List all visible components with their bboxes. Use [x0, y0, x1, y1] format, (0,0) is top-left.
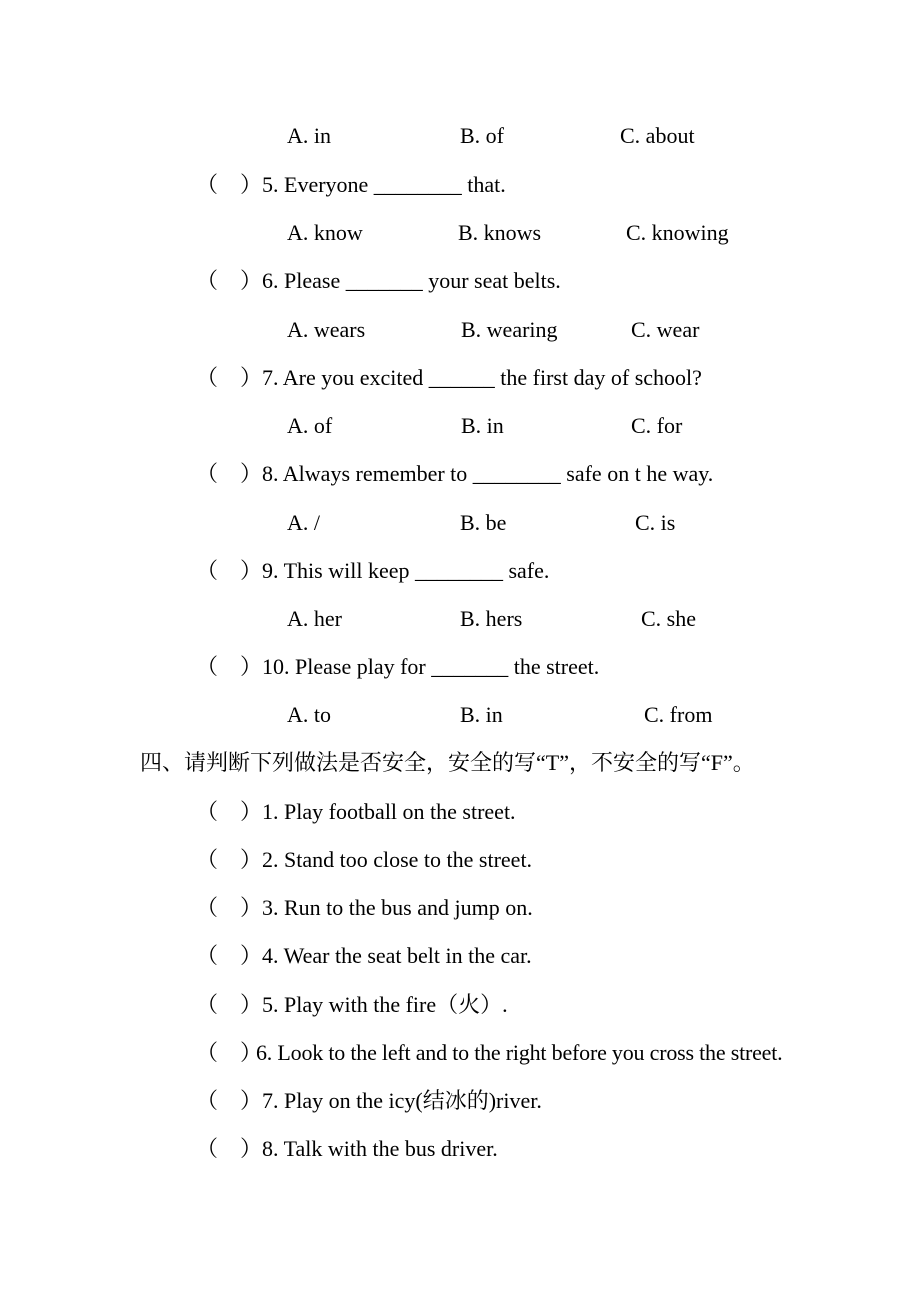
- question-7-text: 7. Are you excited ______ the first day of school?: [262, 365, 702, 390]
- q6-option-b: B. wearing: [461, 317, 558, 342]
- answer-blank-s4-1: （ ）: [196, 799, 263, 824]
- q8-option-c: C. is: [635, 510, 676, 535]
- s4-item-1: 1. Play football on the street.: [262, 799, 516, 824]
- q5-option-a: A. know: [287, 220, 363, 245]
- q5-option-c: C. knowing: [626, 220, 729, 245]
- answer-blank-s4-8: （ ）: [196, 1136, 263, 1161]
- q9-option-a: A. her: [287, 606, 342, 631]
- answer-blank-q6: （ ）: [196, 268, 263, 293]
- question-9-text: 9. This will keep ________ safe.: [262, 558, 550, 583]
- q4-option-c: C. about: [620, 123, 695, 148]
- q9-option-b: B. hers: [460, 606, 523, 631]
- q4-option-b: B. of: [460, 123, 504, 148]
- question-6-text: 6. Please _______ your seat belts.: [262, 268, 561, 293]
- s4-item-8: 8. Talk with the bus driver.: [262, 1136, 498, 1161]
- answer-blank-s4-6: （ ）: [196, 1040, 263, 1065]
- answer-blank-q5: （ ）: [196, 172, 263, 197]
- q8-option-a: A. /: [287, 510, 320, 535]
- answer-blank-s4-4: （ ）: [196, 943, 263, 968]
- s4-item-4: 4. Wear the seat belt in the car.: [262, 943, 532, 968]
- q4-option-a: A. in: [287, 123, 331, 148]
- q7-option-c: C. for: [631, 413, 683, 438]
- question-8-text: 8. Always remember to ________ safe on t he way.: [262, 461, 714, 486]
- q6-option-c: C. wear: [631, 317, 700, 342]
- question-5-text: 5. Everyone ________ that.: [262, 172, 506, 197]
- answer-blank-q8: （ ）: [196, 461, 263, 486]
- q10-option-a: A. to: [287, 702, 331, 727]
- answer-blank-s4-5: （ ）: [196, 992, 263, 1017]
- s4-item-2: 2. Stand too close to the street.: [262, 847, 533, 872]
- section-4-heading: 四、请判断下列做法是否安全，安全的写“T”，不安全的写“F”。: [140, 750, 755, 775]
- q9-option-c: C. she: [641, 606, 696, 631]
- q6-option-a: A. wears: [287, 317, 366, 342]
- s4-item-7: 7. Play on the icy(结冰的)river.: [262, 1088, 542, 1113]
- answer-blank-s4-3: （ ）: [196, 895, 263, 920]
- s4-item-6: 6. Look to the left and to the right before you cross the street.: [256, 1040, 783, 1065]
- answer-blank-s4-2: （ ）: [196, 847, 263, 872]
- question-10-text: 10. Please play for _______ the street.: [262, 654, 600, 679]
- answer-blank-q10: （ ）: [196, 654, 263, 679]
- q10-option-b: B. in: [460, 702, 503, 727]
- s4-item-5: 5. Play with the fire（火）.: [262, 992, 508, 1017]
- q7-option-b: B. in: [461, 413, 504, 438]
- q5-option-b: B. knows: [458, 220, 542, 245]
- s4-item-3: 3. Run to the bus and jump on.: [262, 895, 533, 920]
- answer-blank-q7: （ ）: [196, 365, 263, 390]
- answer-blank-s4-7: （ ）: [196, 1088, 263, 1113]
- q10-option-c: C. from: [644, 702, 713, 727]
- answer-blank-q9: （ ）: [196, 558, 263, 583]
- q7-option-a: A. of: [287, 413, 333, 438]
- q8-option-b: B. be: [460, 510, 507, 535]
